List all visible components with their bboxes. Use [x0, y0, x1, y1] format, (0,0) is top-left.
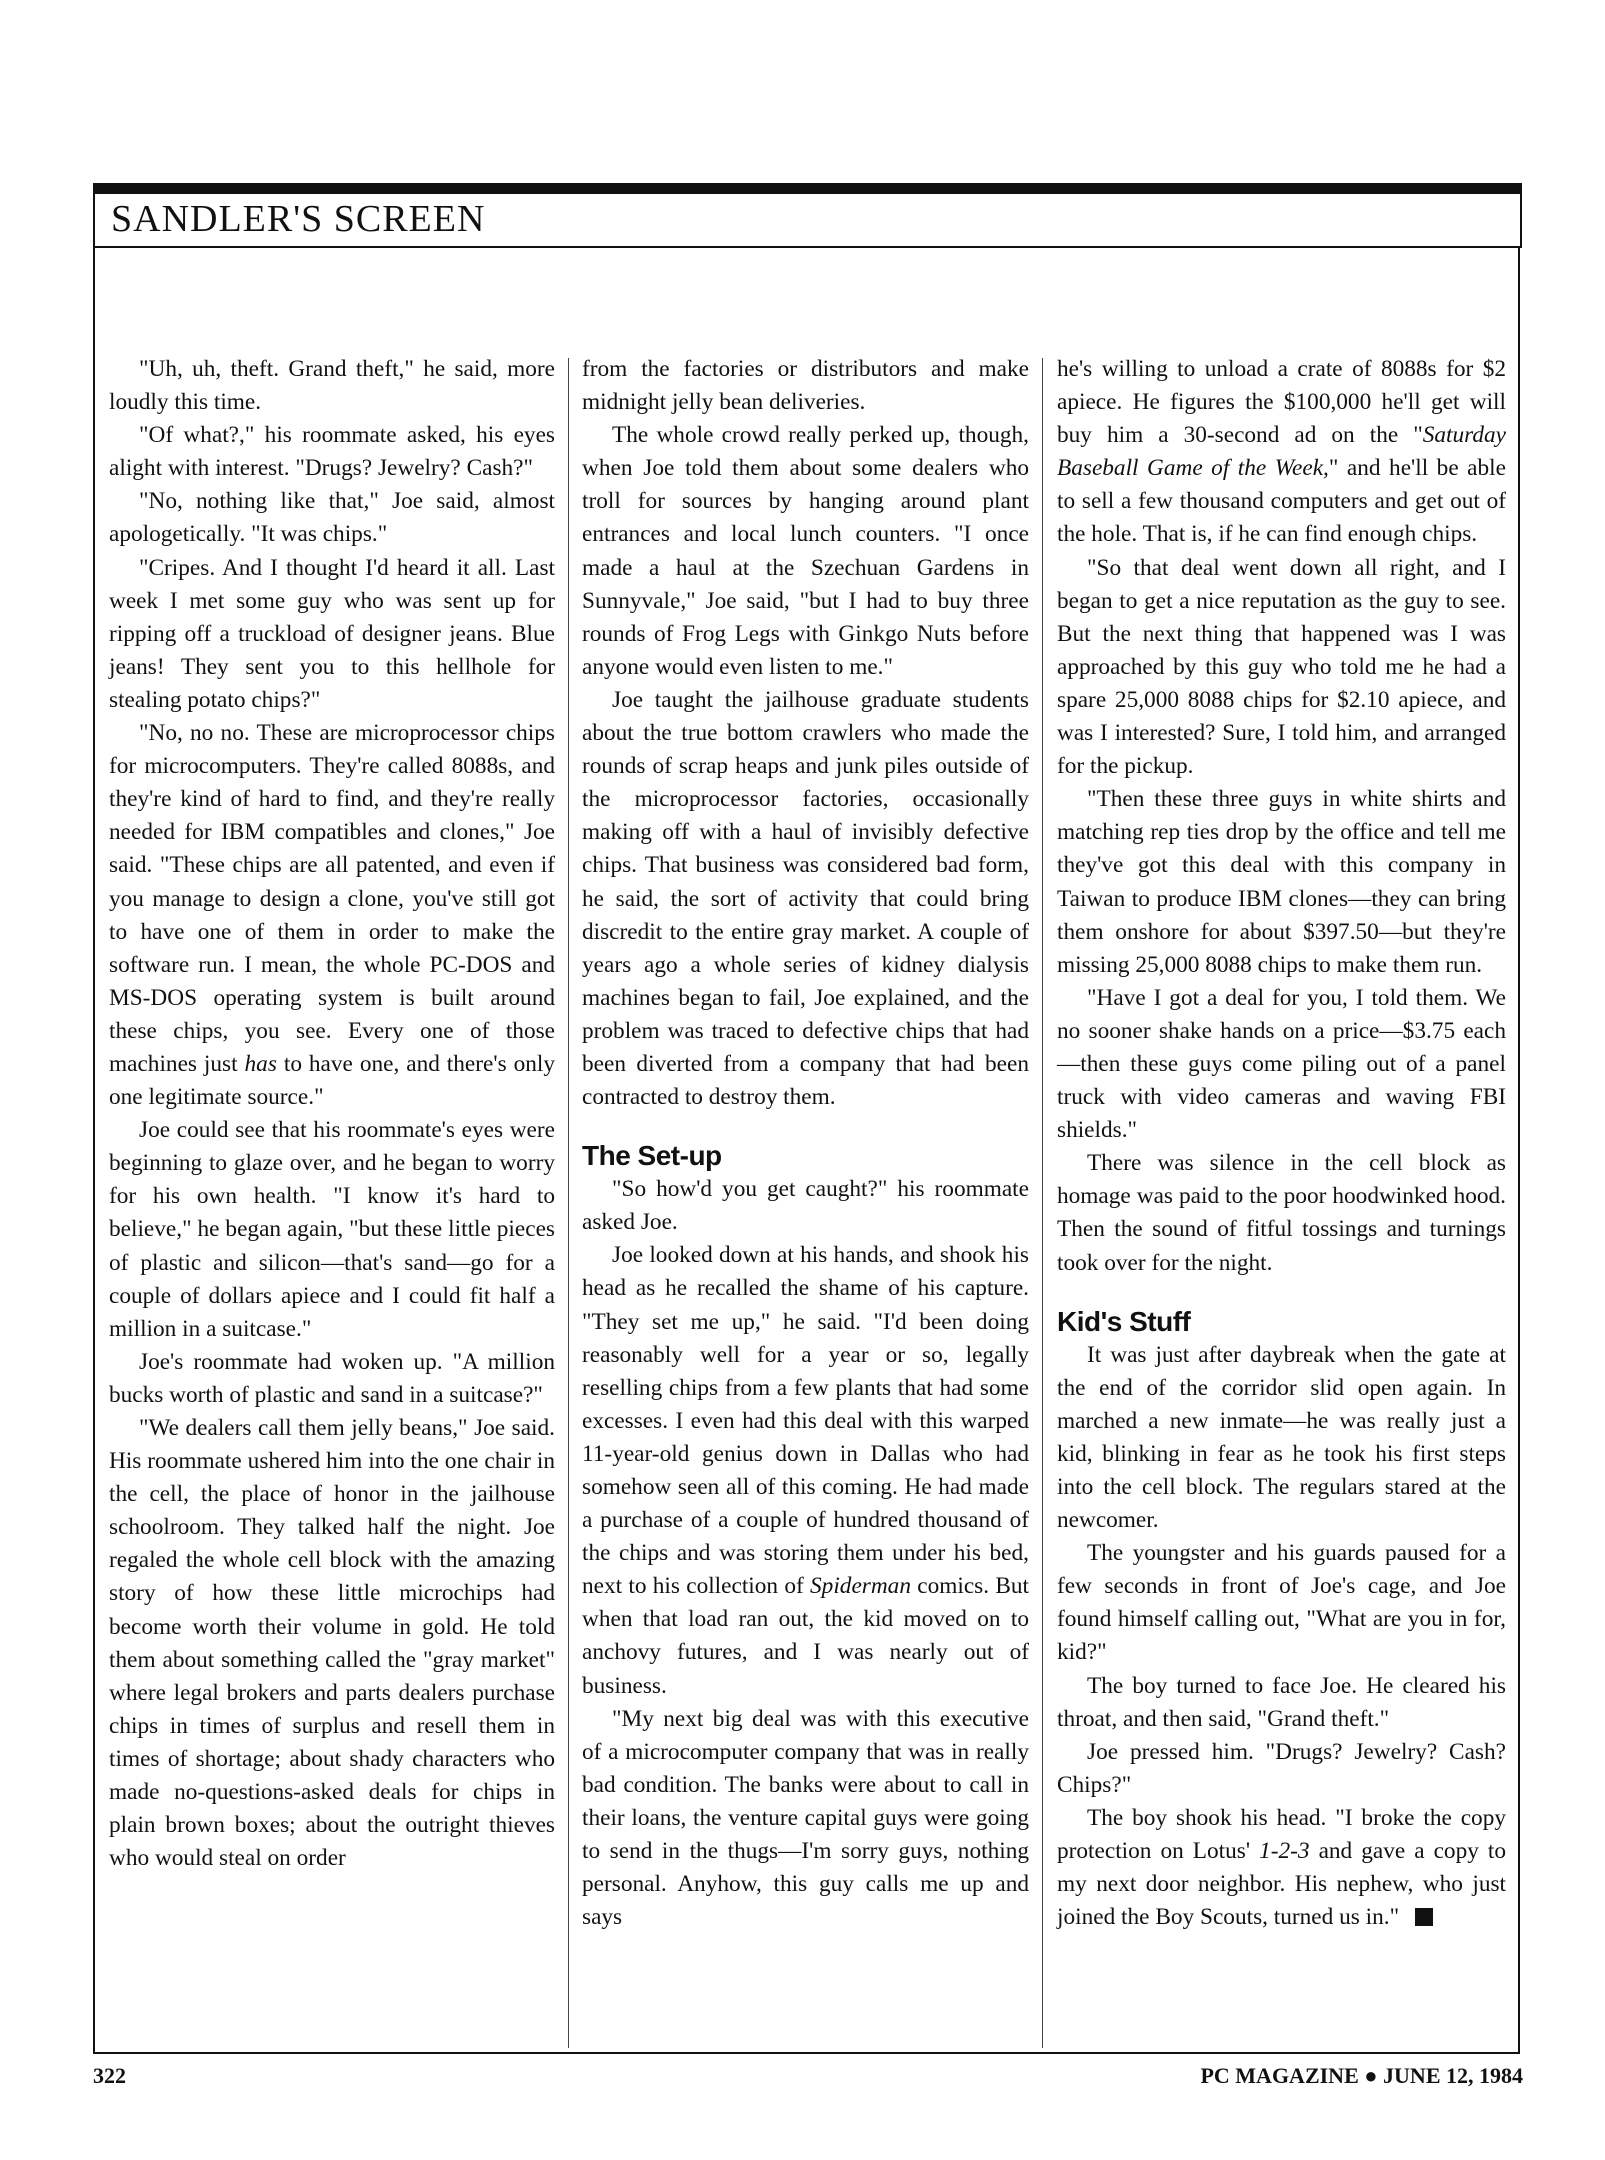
paragraph: The boy turned to face Joe. He cleared his throat, and then said, "Grand theft." — [1057, 1672, 1506, 1732]
text-run: to have one, and there's only one legitimate source." — [109, 1050, 555, 1111]
frame-right-border — [1518, 246, 1520, 2054]
paragraph: Joe taught the jailhouse graduate students about the true bottom crawlers who made the rounds of scrap heaps and junk piles outside of the microprocessor factories, occasionally making off with a haul of invisibly defective chips. That business was considered bad form, he said, the sort of activity that could bring discredit to the entire gray market. A couple of years ago a whole series of kidney dialysis machines began to fail, Joe explained, and the problem was traced to defective chips that had been diverted from a company that had been contracted to destroy them. — [582, 686, 1029, 1111]
paragraph — [1057, 353, 1506, 552]
issue-date: JUNE 12, 1984 — [1383, 2063, 1523, 2088]
emphasis: Saturday Baseball Game of the Week, — [1057, 422, 1506, 482]
text-run: " and he'll be able to sell a few thousand computers and get out of the hole. That is, if he can find enough chips. — [1057, 455, 1506, 548]
section-header — [93, 194, 1522, 248]
column-divider — [1042, 358, 1043, 2048]
paragraph: Joe pressed him. "Drugs? Jewelry? Cash? Chips?" — [1057, 1738, 1506, 1798]
frame-bottom-border — [93, 2052, 1520, 2054]
paragraph: It was just after daybreak when the gate at the end of the corridor slid open again. In marched a new inmate—he was really just a kid, blinking in fear as he took his first steps into the cell block. The regulars stared at the newcomer. — [1057, 1341, 1506, 1534]
emphasis: Spiderman — [810, 1573, 911, 1600]
text-run: comics. But when that load ran out, the kid moved on to anchovy futures, and I was nearly out of business. — [582, 1573, 1029, 1699]
paragraph: "So that deal went down all right, and I began to get a nice reputation as the guy to see. But the next thing that happened was I was approached by this guy who told me he had a spare 25,000 8088 chips for $2.10 apiece, and was I interested? Sure, I told him, and arranged for the pickup. — [1057, 554, 1506, 780]
emphasis: has — [244, 1050, 277, 1077]
end-of-article-square-icon — [1415, 1908, 1433, 1926]
frame-left-border — [93, 246, 95, 2054]
column-divider — [568, 358, 569, 2048]
bullet-icon: ● — [1364, 2063, 1378, 2088]
article-column-2 — [582, 353, 1029, 1934]
paragraph: "No, nothing like that," Joe said, almost apologetically. "It was chips." — [109, 488, 555, 548]
paragraph — [582, 1239, 1029, 1702]
text-run: "No, no no. These are microprocessor chips for microcomputers. They're called 8088s, and they're kind of hard to find, and they're really needed for IBM compatibles and clones," Joe said. "These chips are all patented, and even if you manage to design a clone, you've still got to have one of them in order to make the software run. I mean, the whole PC-DOS and MS-DOS operating system is built around these chips, you see. Every one of those machines just — [109, 720, 555, 1077]
publication-footer — [1200, 2062, 1523, 2090]
paragraph: "So how'd you get caught?" his roommate asked Joe. — [582, 1176, 1029, 1236]
paragraph: "Uh, uh, theft. Grand theft," he said, more loudly this time. — [109, 356, 555, 416]
section-title: SANDLER'S SCREEN — [111, 198, 486, 240]
paragraph: "We dealers call them jelly beans," Joe said. His roommate ushered him into the one chair in the cell, the place of honor in the jailhouse schoolroom. They talked half the night. Joe regaled the whole cell block with the amazing story of how these little microchips had become worth their volume in gold. He told them about something called the "gray market" where legal brokers and parts dealers purchase chips in times of surplus and resell them in times of shortage; about shady characters who made no-questions-asked deals for chips in plain brown boxes; about the outright thieves who would steal on order — [109, 1415, 555, 1872]
paragraph: "Cripes. And I thought I'd heard it all. Last week I met some guy who was sent up for ripping off a truckload of designer jeans. Blue jeans! They sent you to this hellhole for stealing potato chips?" — [109, 554, 555, 713]
article-column-3 — [1057, 353, 1506, 1934]
subheading: Kid's Stuff — [1057, 1305, 1191, 1337]
paragraph: "Have I got a deal for you, I told them. We no sooner shake hands on a price—$3.75 each—then these guys come piling out of a panel truck with video cameras and waving FBI shields." — [1057, 984, 1506, 1144]
paragraph: The whole crowd really perked up, though, when Joe told them about some dealers who troll for sources by hanging around plant entrances and local lunch counters. "I once made a haul at the Szechuan Gardens in Sunnyvale," Joe said, "but I had to buy three rounds of Frog Legs with Ginkgo Nuts before anyone would even listen to me." — [582, 422, 1029, 680]
header-top-bar — [93, 183, 1522, 194]
paragraph: from the factories or distributors and make midnight jelly bean deliveries. — [582, 356, 1029, 416]
subheading: The Set-up — [582, 1140, 722, 1172]
paragraph: "Of what?," his roommate asked, his eyes alight with interest. "Drugs? Jewelry? Cash?" — [109, 422, 555, 482]
page-number: 322 — [93, 2063, 126, 2088]
paragraph: Joe could see that his roommate's eyes were beginning to glaze over, and he began to worry for his own health. "I know it's hard to believe," he began again, "but these little pieces of plastic and silicon—that's sand—go for a couple of dollars apiece and I could fit half a million in a suitcase." — [109, 1117, 555, 1342]
paragraph — [1057, 1802, 1506, 1934]
paragraph: There was silence in the cell block as homage was paid to the poor hoodwinked hood. Then the sound of fitful tossings and turnings took over for the night. — [1057, 1150, 1506, 1276]
paragraph: The youngster and his guards paused for a few seconds in front of Joe's cage, and Joe found himself calling out, "What are you in for, kid?" — [1057, 1540, 1506, 1666]
emphasis: 1-2-3 — [1259, 1838, 1310, 1865]
publication-name: PC MAGAZINE — [1200, 2063, 1359, 2088]
paragraph — [109, 717, 555, 1114]
text-run: Joe looked down at his hands, and shook his head as he recalled the shame of his capture. "They set me up," he said. "I'd been doing reasonably well for a year or so, legally reselling chips from a few plants that had some excesses. I even had this deal with this warped 11-year-old genius down in Dallas who had somehow seen all of this coming. He had made a purchase of a couple of hundred thousand of the chips and was storing them under his bed, next to his collection of — [582, 1242, 1029, 1600]
text-run: he's willing to unload a crate of 8088s for $2 apiece. He figures the $100,000 he'll get will buy him a 30-second ad on the " — [1057, 356, 1506, 449]
text-run: and gave a copy to my next door neighbor. His nephew, who just joined the Boy Scouts, turned us in." — [1057, 1838, 1507, 1931]
paragraph: "Then these three guys in white shirts and matching rep ties drop by the office and tell me they've got this deal with this company in Taiwan to produce IBM clones—they can bring them onshore for about $397.50—but they're missing 25,000 8088 chips to make them run. — [1057, 786, 1506, 978]
paragraph: Joe's roommate had woken up. "A million bucks worth of plastic and sand in a suitcase?" — [109, 1348, 555, 1408]
paragraph: "My next big deal was with this executive of a microcomputer company that was in really bad condition. The banks were about to call in their loans, the venture capital guys were going to send in the thugs—I'm sorry guys, nothing personal. Anyhow, this guy calls me up and says — [582, 1705, 1029, 1931]
text-run: The boy shook his head. "I broke the copy protection on Lotus' — [1057, 1804, 1506, 1865]
article-column-1 — [109, 353, 555, 1875]
